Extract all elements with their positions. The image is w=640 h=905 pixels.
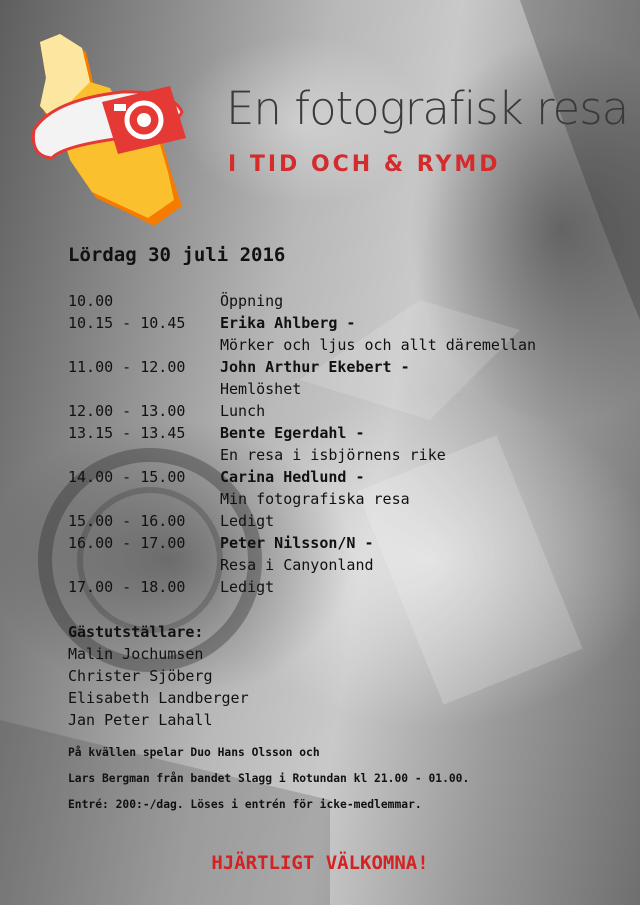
schedule-topic: Ledigt xyxy=(220,578,275,596)
schedule-speaker: Erika Ahlberg - xyxy=(220,314,356,332)
schedule-row xyxy=(68,422,628,444)
schedule-row xyxy=(68,334,628,356)
schedule-row xyxy=(68,356,628,378)
schedule-topic: Mörker och ljus och allt däremellan xyxy=(220,336,537,354)
schedule-time: 12.00 - 13.00 xyxy=(68,402,186,420)
schedule-row xyxy=(68,532,628,554)
schedule-topic: En resa i isbjörnens rike xyxy=(220,446,446,464)
schedule-time: 11.00 - 12.00 xyxy=(68,358,186,376)
guest-exhibitors xyxy=(68,621,249,731)
schedule-row xyxy=(68,444,628,466)
guests-heading: Gästutställare: xyxy=(68,623,204,641)
evening-info-line: På kvällen spelar Duo Hans Olsson och xyxy=(68,746,320,759)
schedule-speaker: Peter Nilsson/N - xyxy=(220,534,374,552)
guest-name: Malin Jochumsen xyxy=(68,645,204,663)
poster-title: En fotografisk resa xyxy=(226,82,629,135)
event-info xyxy=(68,740,469,818)
event-date: Lördag 30 juli 2016 xyxy=(68,244,286,266)
schedule-speaker: John Arthur Ekebert - xyxy=(220,358,410,376)
schedule-speaker: Bente Egerdahl - xyxy=(220,424,365,442)
schedule-row xyxy=(68,576,628,598)
schedule-row xyxy=(68,290,628,312)
schedule-row xyxy=(68,488,628,510)
schedule-speaker: Carina Hedlund - xyxy=(220,468,365,486)
schedule-time: 13.15 - 13.45 xyxy=(68,424,186,442)
schedule-time: 10.00 xyxy=(68,292,114,310)
schedule-row xyxy=(68,554,628,576)
schedule-time: 16.00 - 17.00 xyxy=(68,534,186,552)
schedule-topic: Min fotografiska resa xyxy=(220,490,410,508)
evening-info-line: Lars Bergman från bandet Slagg i Rotundan kl 21.00 - 01.00. xyxy=(68,772,470,785)
schedule-row xyxy=(68,312,628,334)
schedule-row xyxy=(68,400,628,422)
schedule-row xyxy=(68,510,628,532)
camera-map-logo xyxy=(22,30,202,230)
poster-subtitle: I TID OCH & RYMD xyxy=(228,152,501,177)
schedule-list xyxy=(68,290,628,598)
schedule-topic: Öppning xyxy=(220,292,284,310)
schedule-time: 15.00 - 16.00 xyxy=(68,512,186,530)
schedule-row xyxy=(68,466,628,488)
schedule-time: 17.00 - 18.00 xyxy=(68,578,186,596)
schedule-topic: Ledigt xyxy=(220,512,275,530)
entry-fee-info: Entré: 200:-/dag. Löses i entrén för icke-medlemmar. xyxy=(68,798,422,811)
guest-name: Jan Peter Lahall xyxy=(68,711,213,729)
schedule-topic: Resa i Canyonland xyxy=(220,556,374,574)
welcome-message: HJÄRTLIGT VÄLKOMNA! xyxy=(211,852,429,874)
guest-name: Christer Sjöberg xyxy=(68,667,213,685)
guest-name: Elisabeth Landberger xyxy=(68,689,249,707)
schedule-topic: Hemlöshet xyxy=(220,380,302,398)
schedule-time: 14.00 - 15.00 xyxy=(68,468,186,486)
schedule-row xyxy=(68,378,628,400)
schedule-time: 10.15 - 10.45 xyxy=(68,314,186,332)
schedule-topic: Lunch xyxy=(220,402,266,420)
